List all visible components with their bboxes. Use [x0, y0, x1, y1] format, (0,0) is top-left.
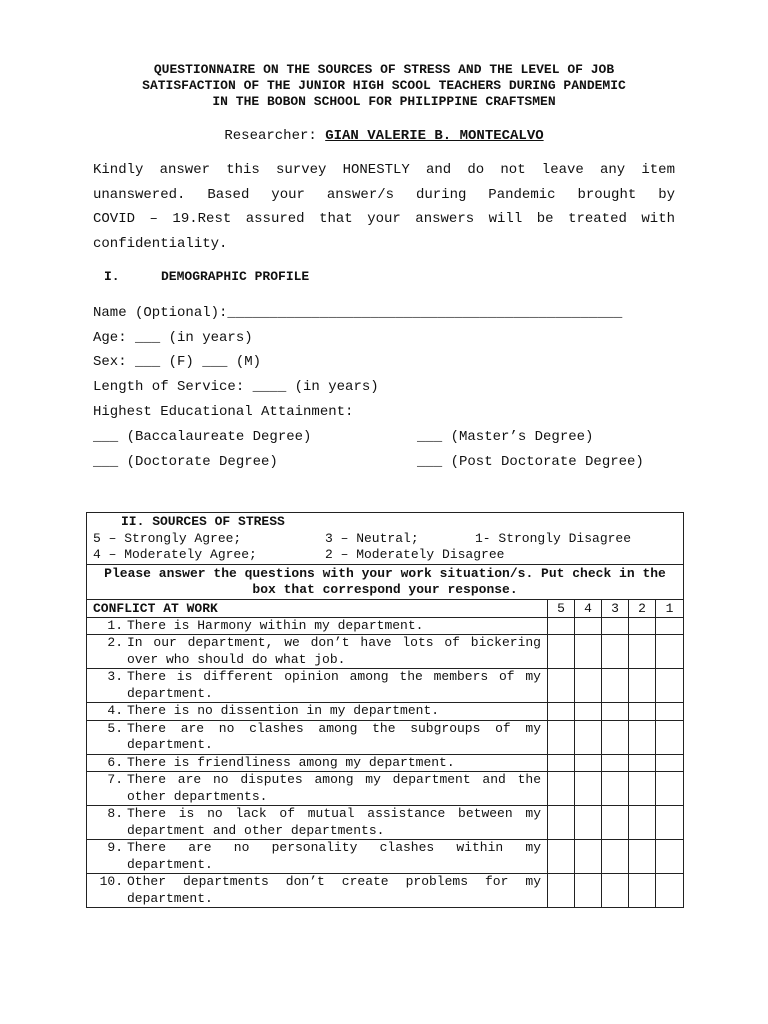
researcher-name: GIAN VALERIE B. MONTECALVO	[325, 128, 544, 144]
question-cell	[87, 617, 548, 635]
document-title	[80, 62, 688, 110]
answer-box-2[interactable]	[629, 703, 656, 721]
answer-box-1[interactable]	[656, 617, 684, 635]
question	[99, 721, 541, 754]
table-row	[87, 772, 684, 806]
question-number: 4.	[107, 703, 123, 718]
option-doctorate[interactable]: ___ (Doctorate Degree)	[93, 454, 278, 470]
age-field[interactable]: Age: ___ (in years)	[93, 330, 253, 346]
answer-box-2[interactable]	[629, 617, 656, 635]
question-text: There are no disputes among my department and the other departments.	[127, 772, 541, 804]
question	[99, 874, 541, 907]
question-number: 8.	[107, 806, 123, 821]
intro-line: confidentiality.	[93, 235, 228, 252]
answer-box-3[interactable]	[602, 720, 629, 754]
answer-box-5[interactable]	[548, 703, 575, 721]
answer-box-5[interactable]	[548, 874, 575, 908]
answer-box-3[interactable]	[602, 754, 629, 772]
option-baccalaureate[interactable]: ___ (Baccalaureate Degree)	[93, 429, 312, 445]
section-heading-demographic	[104, 269, 309, 285]
question	[99, 806, 541, 839]
title-line: QUESTIONNAIRE ON THE SOURCES OF STRESS AND THE LEVEL OF JOB	[153, 62, 615, 77]
table-header-row	[87, 513, 684, 565]
answer-box-1[interactable]	[656, 772, 684, 806]
question-cell	[87, 772, 548, 806]
table-row	[87, 840, 684, 874]
question-text: There are no personality clashes within my department.	[127, 840, 541, 872]
answer-box-3[interactable]	[602, 635, 629, 669]
answer-box-3[interactable]	[602, 772, 629, 806]
answer-box-4[interactable]	[575, 840, 602, 874]
answer-box-2[interactable]	[629, 754, 656, 772]
legend-line	[93, 547, 677, 564]
answer-box-2[interactable]	[629, 720, 656, 754]
answer-box-1[interactable]	[656, 806, 684, 840]
answer-box-5[interactable]	[548, 669, 575, 703]
option-masters[interactable]: ___ (Master’s Degree)	[417, 429, 594, 445]
instruction-text: Please answer the questions with your work situation/s. Put check in the box that correspond your response.	[87, 564, 684, 599]
intro-line: unanswered. Based your answer/s during Pandemic brought by	[93, 186, 675, 203]
table-row	[87, 703, 684, 721]
scale-header: 3	[602, 599, 629, 617]
answer-box-2[interactable]	[629, 874, 656, 908]
question-number: 1.	[107, 617, 123, 633]
answer-box-5[interactable]	[548, 617, 575, 635]
legend-entry: 5 – Strongly Agree;	[93, 530, 242, 546]
question	[99, 618, 541, 635]
question-text: There is different opinion among the members of my department.	[127, 669, 541, 701]
legend-entry: 1- Strongly Disagree	[475, 530, 632, 546]
answer-box-3[interactable]	[602, 703, 629, 721]
question	[99, 635, 541, 668]
table-row	[87, 617, 684, 635]
title-line: IN THE BOBON SCHOOL FOR PHILIPPINE CRAFTSMEN	[212, 94, 556, 109]
researcher-label: Researcher:	[224, 128, 326, 144]
section-title-stress: II. SOURCES OF STRESS	[121, 514, 285, 529]
answer-box-4[interactable]	[575, 772, 602, 806]
question-cell	[87, 874, 548, 908]
question-text: There are no clashes among the subgroups of my department.	[127, 720, 541, 752]
scale-header: 4	[575, 599, 602, 617]
answer-box-1[interactable]	[656, 874, 684, 908]
answer-box-1[interactable]	[656, 720, 684, 754]
scale-header: 1	[656, 599, 684, 617]
answer-box-4[interactable]	[575, 635, 602, 669]
length-of-service-field[interactable]: Length of Service: ____ (in years)	[93, 379, 379, 395]
answer-box-3[interactable]	[602, 840, 629, 874]
answer-box-4[interactable]	[575, 874, 602, 908]
title-line: SATISFACTION OF THE JUNIOR HIGH SCOOL TEACHERS DURING PANDEMIC	[142, 78, 626, 93]
answer-box-1[interactable]	[656, 703, 684, 721]
legend-entry: 4 – Moderately Agree;	[93, 547, 257, 562]
question-text: There is Harmony within my department.	[127, 617, 424, 633]
answer-box-1[interactable]	[656, 840, 684, 874]
answer-box-3[interactable]	[602, 874, 629, 908]
question-number: 5.	[107, 720, 123, 736]
option-post-doctorate[interactable]: ___ (Post Doctorate Degree)	[417, 454, 644, 470]
answer-box-5[interactable]	[548, 806, 575, 840]
legend-entry: 2 – Moderately Disagree	[325, 547, 505, 562]
question-cell	[87, 806, 548, 840]
question-cell	[87, 669, 548, 703]
question-cell	[87, 754, 548, 772]
answer-box-2[interactable]	[629, 806, 656, 840]
question	[99, 703, 541, 720]
answer-box-5[interactable]	[548, 772, 575, 806]
intro-paragraph	[93, 158, 675, 256]
answer-box-5[interactable]	[548, 840, 575, 874]
answer-box-2[interactable]	[629, 635, 656, 669]
answer-box-3[interactable]	[602, 806, 629, 840]
table-row	[87, 669, 684, 703]
answer-box-5[interactable]	[548, 754, 575, 772]
question	[99, 772, 541, 805]
answer-box-4[interactable]	[575, 703, 602, 721]
question	[99, 755, 541, 772]
category-label: CONFLICT AT WORK	[87, 599, 548, 617]
section-title: DEMOGRAPHIC PROFILE	[161, 269, 310, 284]
legend-line	[93, 531, 677, 548]
question-cell	[87, 635, 548, 669]
question-text: There is no lack of mutual assistance between my department and other departments.	[127, 806, 541, 838]
table-row	[87, 874, 684, 908]
name-field[interactable]: Name (Optional):_______________________________________________	[93, 305, 623, 321]
question-text: Other departments don’t create problems for my department.	[127, 874, 541, 906]
answer-box-3[interactable]	[602, 617, 629, 635]
researcher-line	[0, 127, 768, 145]
table-row	[87, 754, 684, 772]
question-number: 9.	[107, 840, 123, 855]
question-number: 7.	[107, 772, 123, 787]
question-cell	[87, 720, 548, 754]
answer-box-5[interactable]	[548, 635, 575, 669]
question	[99, 669, 541, 702]
table-row	[87, 635, 684, 669]
answer-box-1[interactable]	[656, 635, 684, 669]
answer-box-2[interactable]	[629, 772, 656, 806]
answer-box-4[interactable]	[575, 669, 602, 703]
question-number: 10.	[99, 874, 123, 889]
question-cell	[87, 840, 548, 874]
answer-box-5[interactable]	[548, 720, 575, 754]
question-number: 6.	[107, 754, 123, 770]
question-cell	[87, 703, 548, 721]
answer-box-2[interactable]	[629, 840, 656, 874]
question-number: 3.	[107, 669, 123, 684]
sex-field[interactable]: Sex: ___ (F) ___ (M)	[93, 354, 262, 370]
education-label: Highest Educational Attainment:	[93, 404, 354, 420]
scale-header: 2	[629, 599, 656, 617]
section-number: I.	[104, 269, 120, 284]
intro-line: COVID – 19.Rest assured that your answers will be treated with	[93, 211, 675, 227]
question-text: In our department, we don’t have lots of bickering over who should do what job.	[127, 635, 541, 667]
answer-box-1[interactable]	[656, 754, 684, 772]
question-text: There is friendliness among my department.	[127, 754, 455, 770]
table-row	[87, 806, 684, 840]
intro-line: Kindly answer this survey HONESTLY and do not leave any item	[93, 162, 675, 178]
scale-header: 5	[548, 599, 575, 617]
question-text: There is no dissention in my department.	[127, 703, 440, 718]
legend-entry: 3 – Neutral;	[325, 530, 419, 546]
answer-box-4[interactable]	[575, 720, 602, 754]
answer-box-1[interactable]	[656, 669, 684, 703]
section-header	[87, 513, 684, 565]
answer-box-4[interactable]	[575, 617, 602, 635]
question-number: 2.	[107, 635, 123, 650]
sources-of-stress-table	[86, 512, 684, 908]
table-row	[87, 720, 684, 754]
answer-box-4[interactable]	[575, 806, 602, 840]
category-row	[87, 599, 684, 617]
question	[99, 840, 541, 873]
instruction-row	[87, 564, 684, 599]
answer-box-4[interactable]	[575, 754, 602, 772]
answer-box-3[interactable]	[602, 669, 629, 703]
answer-box-2[interactable]	[629, 669, 656, 703]
